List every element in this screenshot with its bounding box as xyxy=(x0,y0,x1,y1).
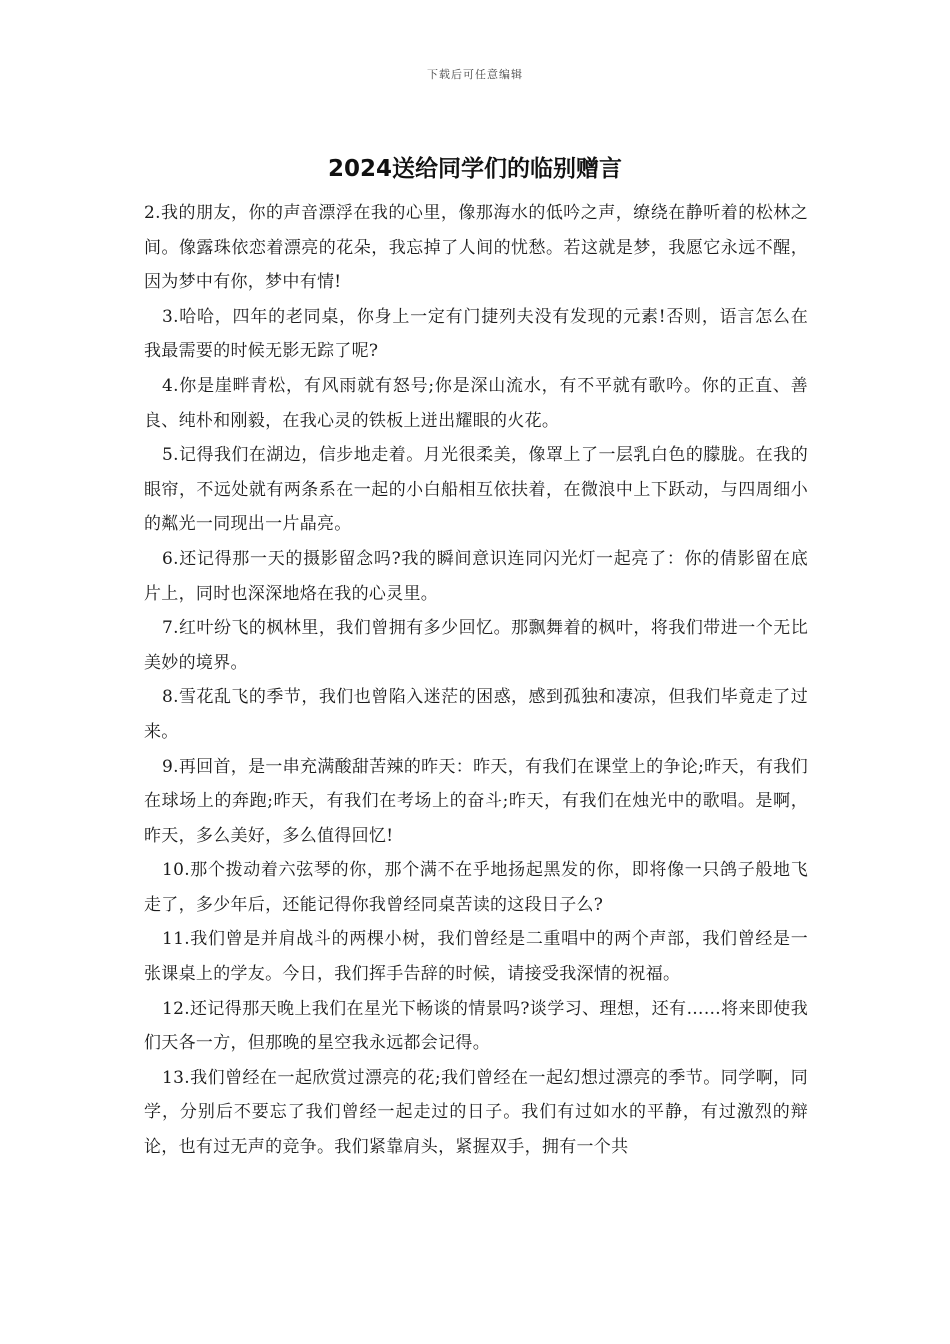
paragraph: 13.我们曾经在一起欣赏过漂亮的花;我们曾经在一起幻想过漂亮的季节。同学啊，同学，分别后不要忘了我们曾经一起走过的日子。我们有过如水的平静，有过激烈的辩论，也有过无声的竞争。我们紧靠肩头，紧握双手，拥有一个共 xyxy=(144,1067,808,1158)
paragraph: 6.还记得那一天的摄影留念吗?我的瞬间意识连同闪光灯一起亮了：你的倩影留在底片上，同时也深深地烙在我的心灵里。 xyxy=(144,548,808,604)
paragraph: 10.那个拨动着六弦琴的你，那个满不在乎地扬起黑发的你，即将像一只鸽子般地飞走了，多少年后，还能记得你我曾经同桌苦读的这段日子么? xyxy=(144,860,808,915)
paragraph: 3.哈哈，四年的老同桌，你身上一定有门捷列夫没有发现的元素!否则，语言怎么在我最需要的时候无影无踪了呢? xyxy=(144,306,808,362)
paragraph: 5.记得我们在湖边，信步地走着。月光很柔美，像罩上了一层乳白色的朦胧。在我的眼帘，不远处就有两条系在一起的小白船相互依扶着，在微浪中上下跃动，与四周细小的粼光一同现出一片晶亮。 xyxy=(144,445,808,535)
paragraph: 4.你是崖畔青松，有风雨就有怒号;你是深山流水，有不平就有歌吟。你的正直、善良、纯朴和刚毅，在我心灵的铁板上迸出耀眼的火花。 xyxy=(144,375,808,431)
paragraph: 11.我们曾是并肩战斗的两棵小树，我们曾经是二重唱中的两个声部，我们曾经是一张课桌上的学友。今日，我们挥手告辞的时候，请接受我深情的祝福。 xyxy=(144,929,808,985)
paragraph: 8.雪花乱飞的季节，我们也曾陷入迷茫的困惑，感到孤独和凄凉，但我们毕竟走了过来。 xyxy=(144,687,808,742)
paragraph: 2.我的朋友，你的声音漂浮在我的心里，像那海水的低吟之声，缭绕在静听着的松林之间。像露珠依恋着漂亮的花朵，我忘掉了人间的忧愁。若这就是梦，我愿它永远不醒，因为梦中有你，梦中有情! xyxy=(144,203,808,293)
document-body xyxy=(144,196,808,1165)
paragraph: 9.再回首，是一串充满酸甜苦辣的昨天：昨天，有我们在课堂上的争论;昨天，有我们在球场上的奔跑;昨天，有我们在考场上的奋斗;昨天，有我们在烛光中的歌唱。是啊，昨天，多么美好，多么值得回忆! xyxy=(144,756,808,846)
paragraph: 12.还记得那天晚上我们在星光下畅谈的情景吗?谈学习、理想，还有……将来即使我们天各一方，但那晚的星空我永远都会记得。 xyxy=(144,998,808,1054)
paragraph: 7.红叶纷飞的枫林里，我们曾拥有多少回忆。那飘舞着的枫叶，将我们带进一个无比美妙的境界。 xyxy=(144,618,808,673)
header-note: 下载后可任意编辑 xyxy=(427,68,523,81)
document-title: 2024送给同学们的临别赠言 xyxy=(327,156,622,182)
